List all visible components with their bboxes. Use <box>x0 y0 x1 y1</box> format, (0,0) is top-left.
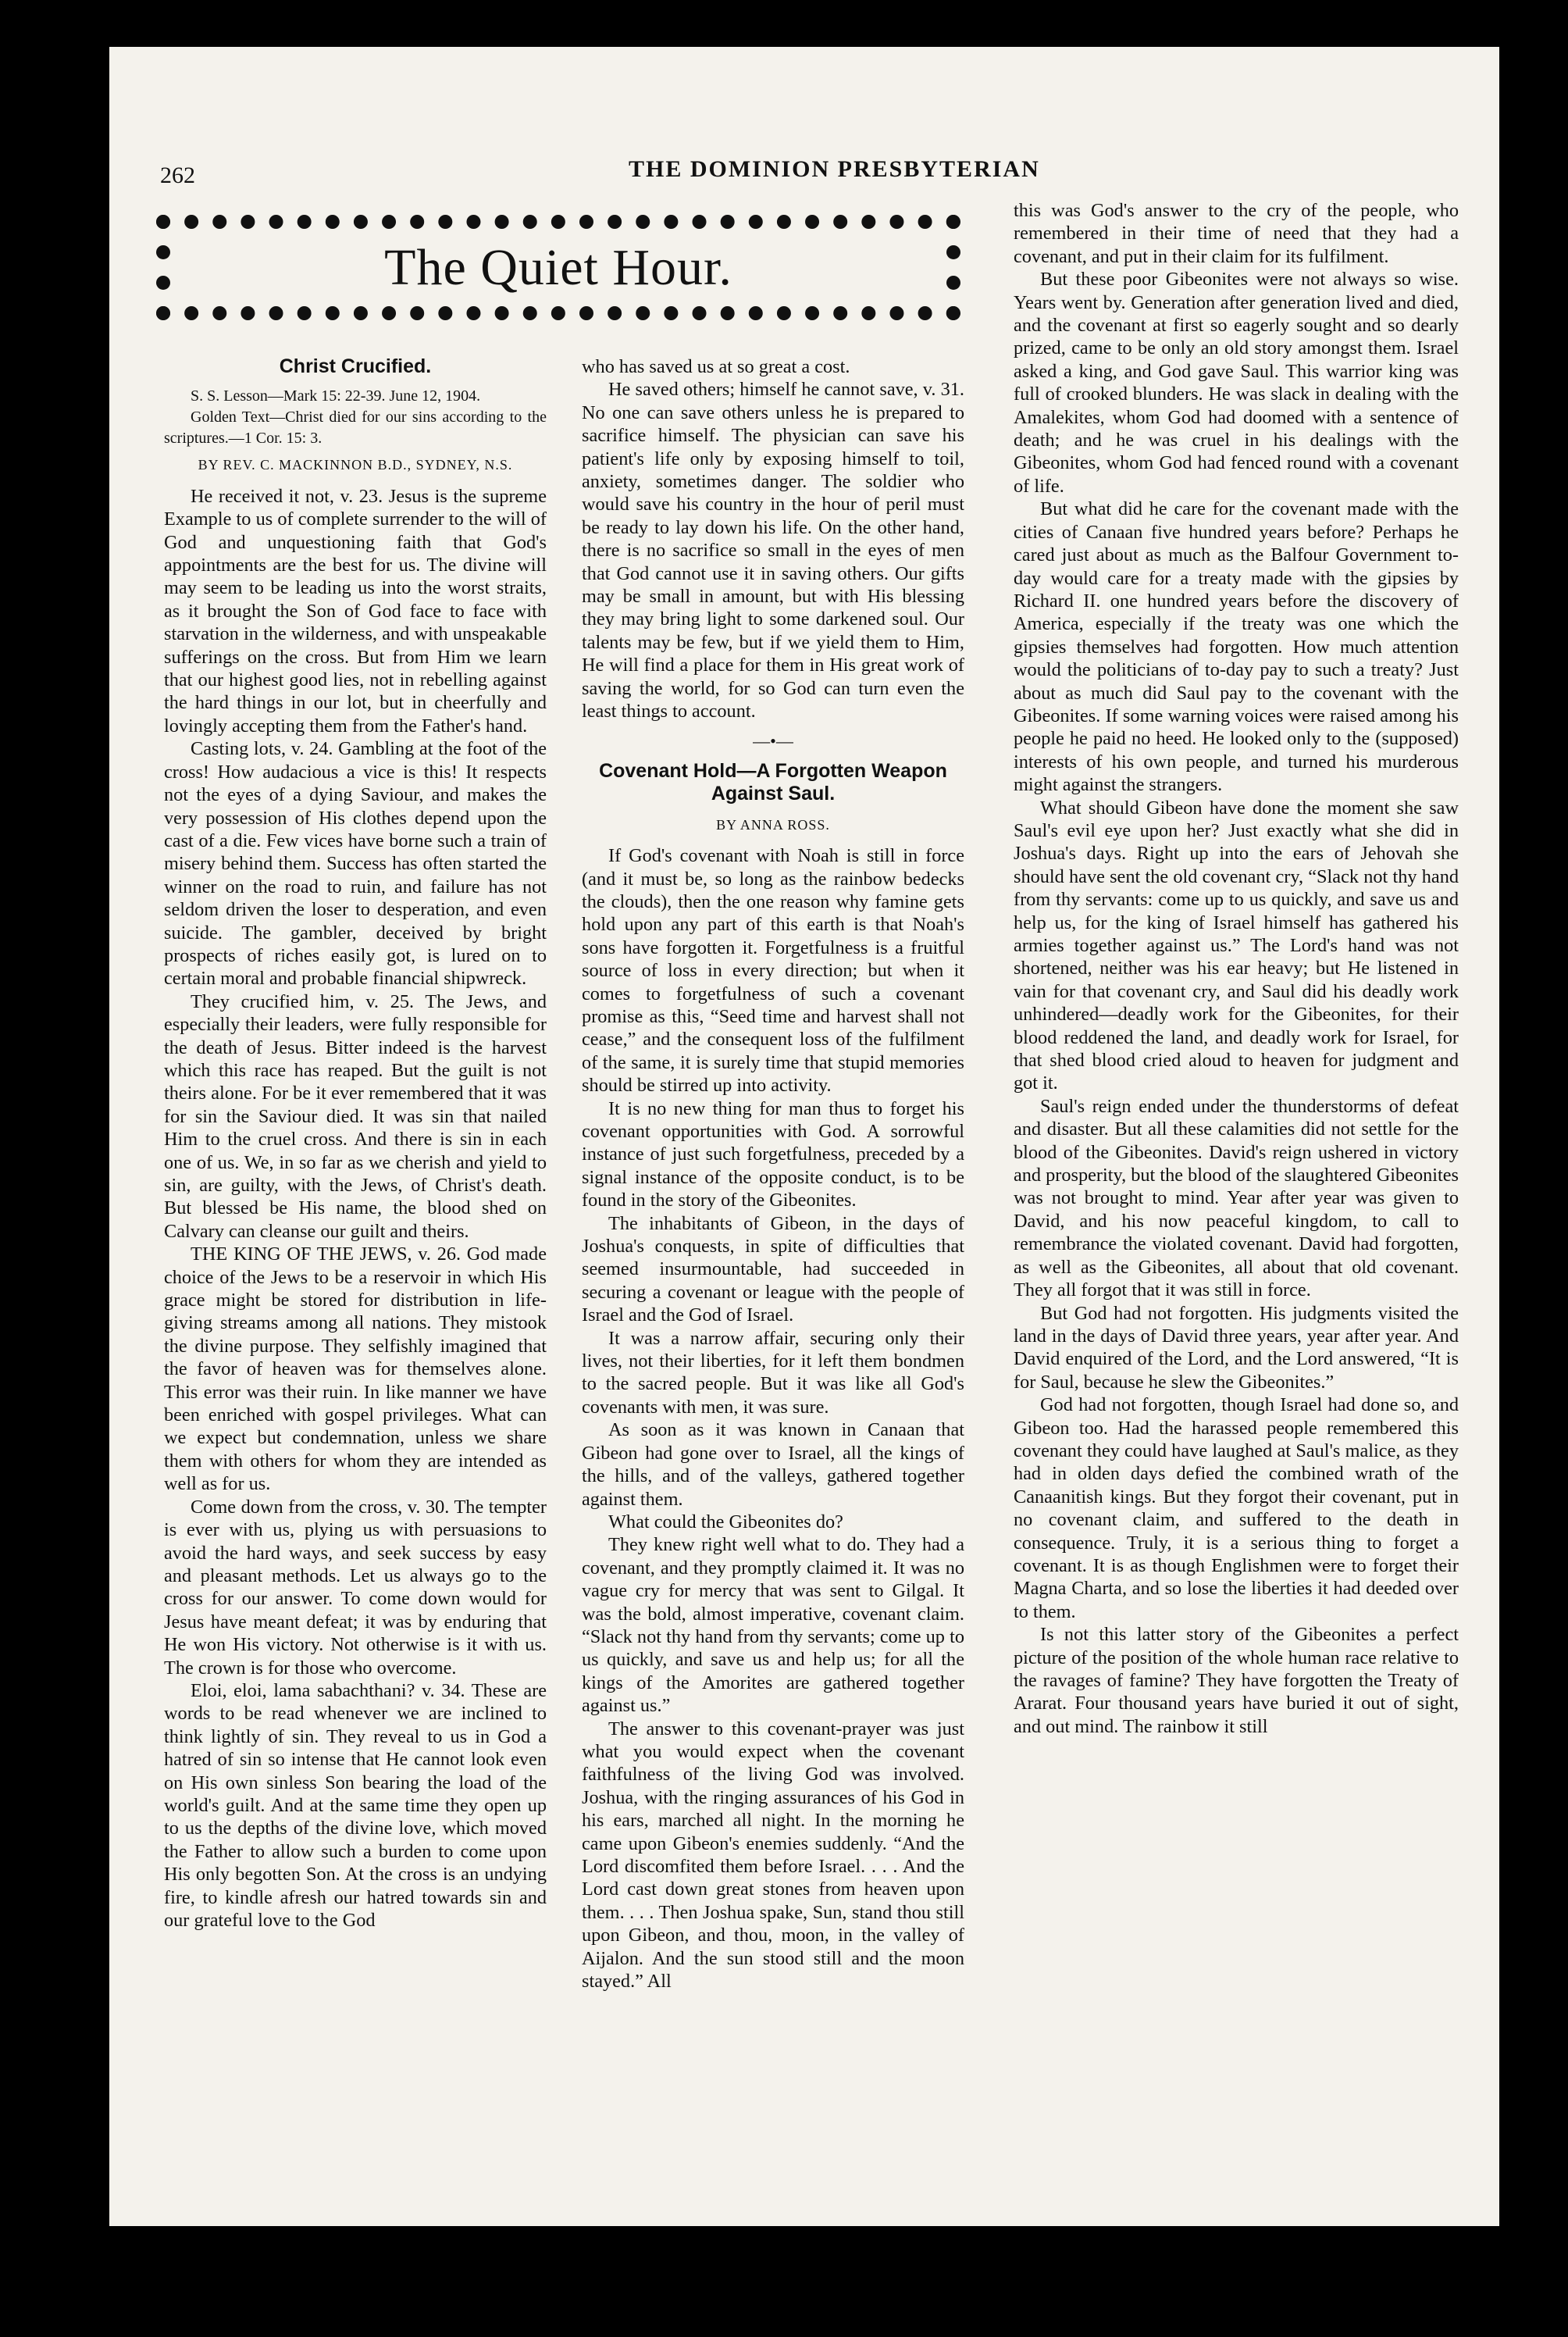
paragraph: The inhabitants of Gibeon, in the days of Joshua's conquests, in spite of difficulties that seemed insurmountable, had succeeded in securing a covenant or league with the people of Israel and the God of Israel. <box>582 1212 964 1326</box>
paragraph: It is no new thing for man thus to forget his covenant opportunities with God. A sorrowful instance of just such forgetfulness, preceded by a signal instance of the opposite conduct, is to be found in the story of the Gibeonites. <box>582 1097 964 1211</box>
paragraph-continuation: who has saved us at so great a cost. <box>582 356 850 377</box>
quiet-hour-title: The Quiet Hour. <box>384 238 732 296</box>
paragraph: What could the Gibeonites do? <box>608 1511 843 1532</box>
paragraph: The answer to this covenant-prayer was just what you would expect when the covenant faithfulness of the living God was involved. Joshua, with the ringing assurances of his God in his ears, marched all night. In the morning he came upon Gibeon's enemies suddenly. “And the Lord discomfited them before Israel. . . . And the Lord cast down great stones from heaven upon them. . . . Then Joshua spake, Sun, stand thou still upon Gibeon, and thou, moon, in the valley of Aijalon. And the sun stood still and the moon stayed.” All <box>582 1718 964 1993</box>
golden-text: Golden Text—Christ died for our sins according to the scriptures.—1 Cor. 15: 3. <box>164 409 547 448</box>
paragraph: What should Gibeon have done the moment she saw Saul's evil eye upon her? Just exactly what she did in Joshua's days. Right up into the ears of Jehovah she should have sent the old covenant cry, “Slack not thy hand from thy servants: come up to us quickly, and save us and help us, for the king of Israel himself has gathered his armies together against us.” The Lord's hand was not shortened, neither was his ear heavy; but He listened in vain for that covenant cry, and Saul did his deadly work unhindered—deadly work for the Gibeonites, for their blood reddened the land, and deadly work for Israel, for that shed blood cried aloud to heaven for judgment and got it. <box>1014 797 1459 1094</box>
paragraph: But God had not forgotten. His judgments visited the land in the days of David three years, year after year. And David enquired of the Lord, and the Lord answered, “It is for Saul, because he slew the Gibeonites.” <box>1014 1302 1459 1393</box>
paragraph: They knew right well what to do. They had a covenant, and they promptly claimed it. It was no vague cry for mercy that was sent to Gilgal. It was the bold, almost imperative, covenant claim. “Slack not thy hand from thy servants; come up to us quickly, and save us and help us; for all the kings of the Amorites are gathered together against us.” <box>582 1534 964 1717</box>
page-number: 262 <box>160 162 195 188</box>
paragraph: Is not this latter story of the Gibeonites a perfect picture of the position of the whole human race relative to the ravages of famine? They have forgotten the Treaty of Ararat. Four thousand years have buried it out of sight, and out mind. The rainbow it still <box>1014 1624 1459 1737</box>
byline: BY ANNA ROSS. <box>716 816 830 833</box>
paragraph: But these poor Gibeonites were not always so wise. Years went by. Generation after generation lived and died, and the covenant at first so eagerly sought and so dearly prized, came to be only an old story amongst them. Israel asked a king, and God gave Saul. This warrior king was full of crooked blunders. He was slack in dealing with the Amalekites, whom God had doomed with a sentence of death; and he was cruel in his dealings with the Gibeonites, whom God had fenced round with a covenant of life. <box>1014 269 1459 497</box>
article-title-covenant-hold: Covenant Hold—A Forgotten Weapon Against Saul. <box>599 759 947 805</box>
paragraph: Casting lots, v. 24. Gambling at the foot of the cross! How audacious a vice is this! It respects not the eyes of a dying Saviour, and makes the very possession of His clothes depend upon the cast of a die. Few vices have borne such a train of misery behind them. Success has often started the winner on the road to ruin, and failure has not seldom driven the loser to desperation, and even suicide. The gambler, deceived by bright prospects of riches easily got, is lured on to certain moral and probable financial shipwreck. <box>164 738 547 990</box>
paragraph: But what did he care for the covenant made with the cities of Canaan five hundred years before? Perhaps he cared just about as much as the Balfour Government to-day would care for a treaty made with the gipsies by Richard II. one hundred years before the discovery of America, especially if the treaty was one which the gipsies themselves had forgotten. How much attention would the politicians of to-day pay to such a treaty? Just about as much did Saul pay to the covenant with the Gibeonites. If some warning voices were raised among his people he paid no heed. He looked only to the (supposed) interests of his own people, and turned his murderous might against the strangers. <box>1014 498 1459 796</box>
byline: BY REV. C. MACKINNON B.D., SYDNEY, N.S. <box>198 457 513 473</box>
quiet-hour-banner <box>156 215 960 320</box>
paragraph: God had not forgotten, though Israel had done so, and Gibeon too. Had the harassed people remembered this covenant they could have laughed at Saul's malice, as they had in olden days defied the combined wrath of the Canaanitish kings. But they forgot their covenant, put in no covenant claim, and suffered to the death in consequence. Truly, it is a serious thing to forget a covenant. It is as though Englishmen were to forget their Magna Charta, and so lose the liberties it had deeded over to them. <box>1014 1394 1459 1622</box>
paragraph: Come down from the cross, v. 30. The tempter is ever with us, plying us with persuasions to avoid the hard ways, and seek success by easy and pleasant methods. Let us always go to the cross for our answer. To come down would for Jesus have meant defeat; it was by enduring that He won His victory. Not otherwise is it with us. The crown is for those who overcome. <box>164 1496 547 1679</box>
column-1 <box>164 355 547 1932</box>
paragraph: He saved others; himself he cannot save, v. 31. No one can save others unless he is prepared to sacrifice himself. The physician can save his patient's life only by exposing himself to toil, anxiety, sometimes danger. The soldier who would save his country in the hour of peril must be ready to lay down his life. On the other hand, there is no sacrifice so small in the eyes of men that God cannot use it in saving others. Our gifts may be small in amount, but with His blessing they may bring light to some darkened soul. Our talents may be few, but if we yield them to Him, He will find a place for them in His great work of saving the world, for so God can turn even the least things to account. <box>582 379 964 723</box>
paragraph: Eloi, eloi, lama sabachthani? v. 34. These are words to be read whenever we are inclined to think lightly of sin. They reveal to us in God a hatred of sin so intense that He cannot look even on His own sinless Son bearing the load of the world's guilt. And at the same time they open up to us the depths of the divine love, which moved the Father to allow such a burden to come upon His only begotten Son. At the cross is an undying fire, to kindle afresh our hatred towards sin and our grateful love to the God <box>164 1679 547 1931</box>
column-3 <box>1014 199 1459 1738</box>
section-separator: —•— <box>753 730 793 751</box>
paragraph-continuation: this was God's answer to the cry of the people, who remembered in their time of need that they had a covenant, and put in their claim for its fulfilment. <box>1014 200 1459 267</box>
paragraph: Saul's reign ended under the thunderstorms of defeat and disaster. But all these calamities did not settle for the blood of the Gibeonites. David's reign ushered in victory and prosperity, but the blood of the slaughtered Gibeonites was not brought to mind. Year after year was given to David, and his now peaceful kingdom, to call to remembrance the violated covenant. David had forgotten, as well as the Gibeonites, all about that old covenant. They all forgot that it was still in force. <box>1014 1095 1459 1301</box>
article-title-christ-crucified: Christ Crucified. <box>279 355 432 377</box>
paragraph: If God's covenant with Noah is still in force (and it must be, so long as the rainbow bedecks the clouds), then the one reason why famine gets hold upon any part of this earth is that Noah's sons have forgotten it. Forgetfulness is a fruitful source of loss in every direction; but when it comes to forgetfulness of such a covenant promise as this, “Seed time and harvest shall not cease,” and the consequent loss of the fulfilment of the same, it is surely time that stupid memories should be stirred up into activity. <box>582 845 964 1097</box>
column-2 <box>582 355 964 1993</box>
lesson-reference: S. S. Lesson—Mark 15: 22-39. June 12, 1904. <box>191 387 481 405</box>
paragraph: It was a narrow affair, securing only their lives, not their liberties, for it left them bondmen to the sacred people. But it was like all God's covenants with men, it was sure. <box>582 1327 964 1418</box>
paragraph: They crucified him, v. 25. The Jews, and especially their leaders, were fully responsible for the death of Jesus. Bitter indeed is the harvest which this race has reaped. But the guilt is not theirs alone. For be it ever remembered that it was for sin the Saviour died. It was sin that nailed Him to the cruel cross. And there is sin in each one of us. We, in so far as we cherish and yield to sin, are guilty, with the Jews, of Christ's death. But blessed be His name, the blood shed on Calvary can cleanse our guilt and theirs. <box>164 990 547 1242</box>
journal-title: THE DOMINION PRESBYTERIAN <box>629 156 1040 182</box>
paragraph: THE KING OF THE JEWS, v. 26. God made choice of the Jews to be a reservoir in which His grace might be stored for distribution in life-giving streams among all nations. They mistook the divine purpose. They selfishly imagined that the favor of heaven was for themselves alone. This error was their ruin. In like manner we have been enriched with gospel privileges. What can we expect but condemnation, unless we share them with others for whom they are intended as well as for us. <box>164 1243 547 1495</box>
paragraph: As soon as it was known in Canaan that Gibeon had gone over to Israel, all the kings of the hills, and of the valleys, gathered together against them. <box>582 1419 964 1510</box>
paragraph: He received it not, v. 23. Jesus is the supreme Example to us of complete surrender to the will of God and unquestioning faith that God's appointments are the best for us. The divine will may seem to be leading us into the worst straits, as it brought the Son of God face to face with starvation in the wilderness, and with unspeakable sufferings on the cross. But from Him we learn that our highest good lies, not in rebelling against the hard things in our lot, but in cheerfully and lovingly accepting them from the Father's hand. <box>164 485 547 737</box>
